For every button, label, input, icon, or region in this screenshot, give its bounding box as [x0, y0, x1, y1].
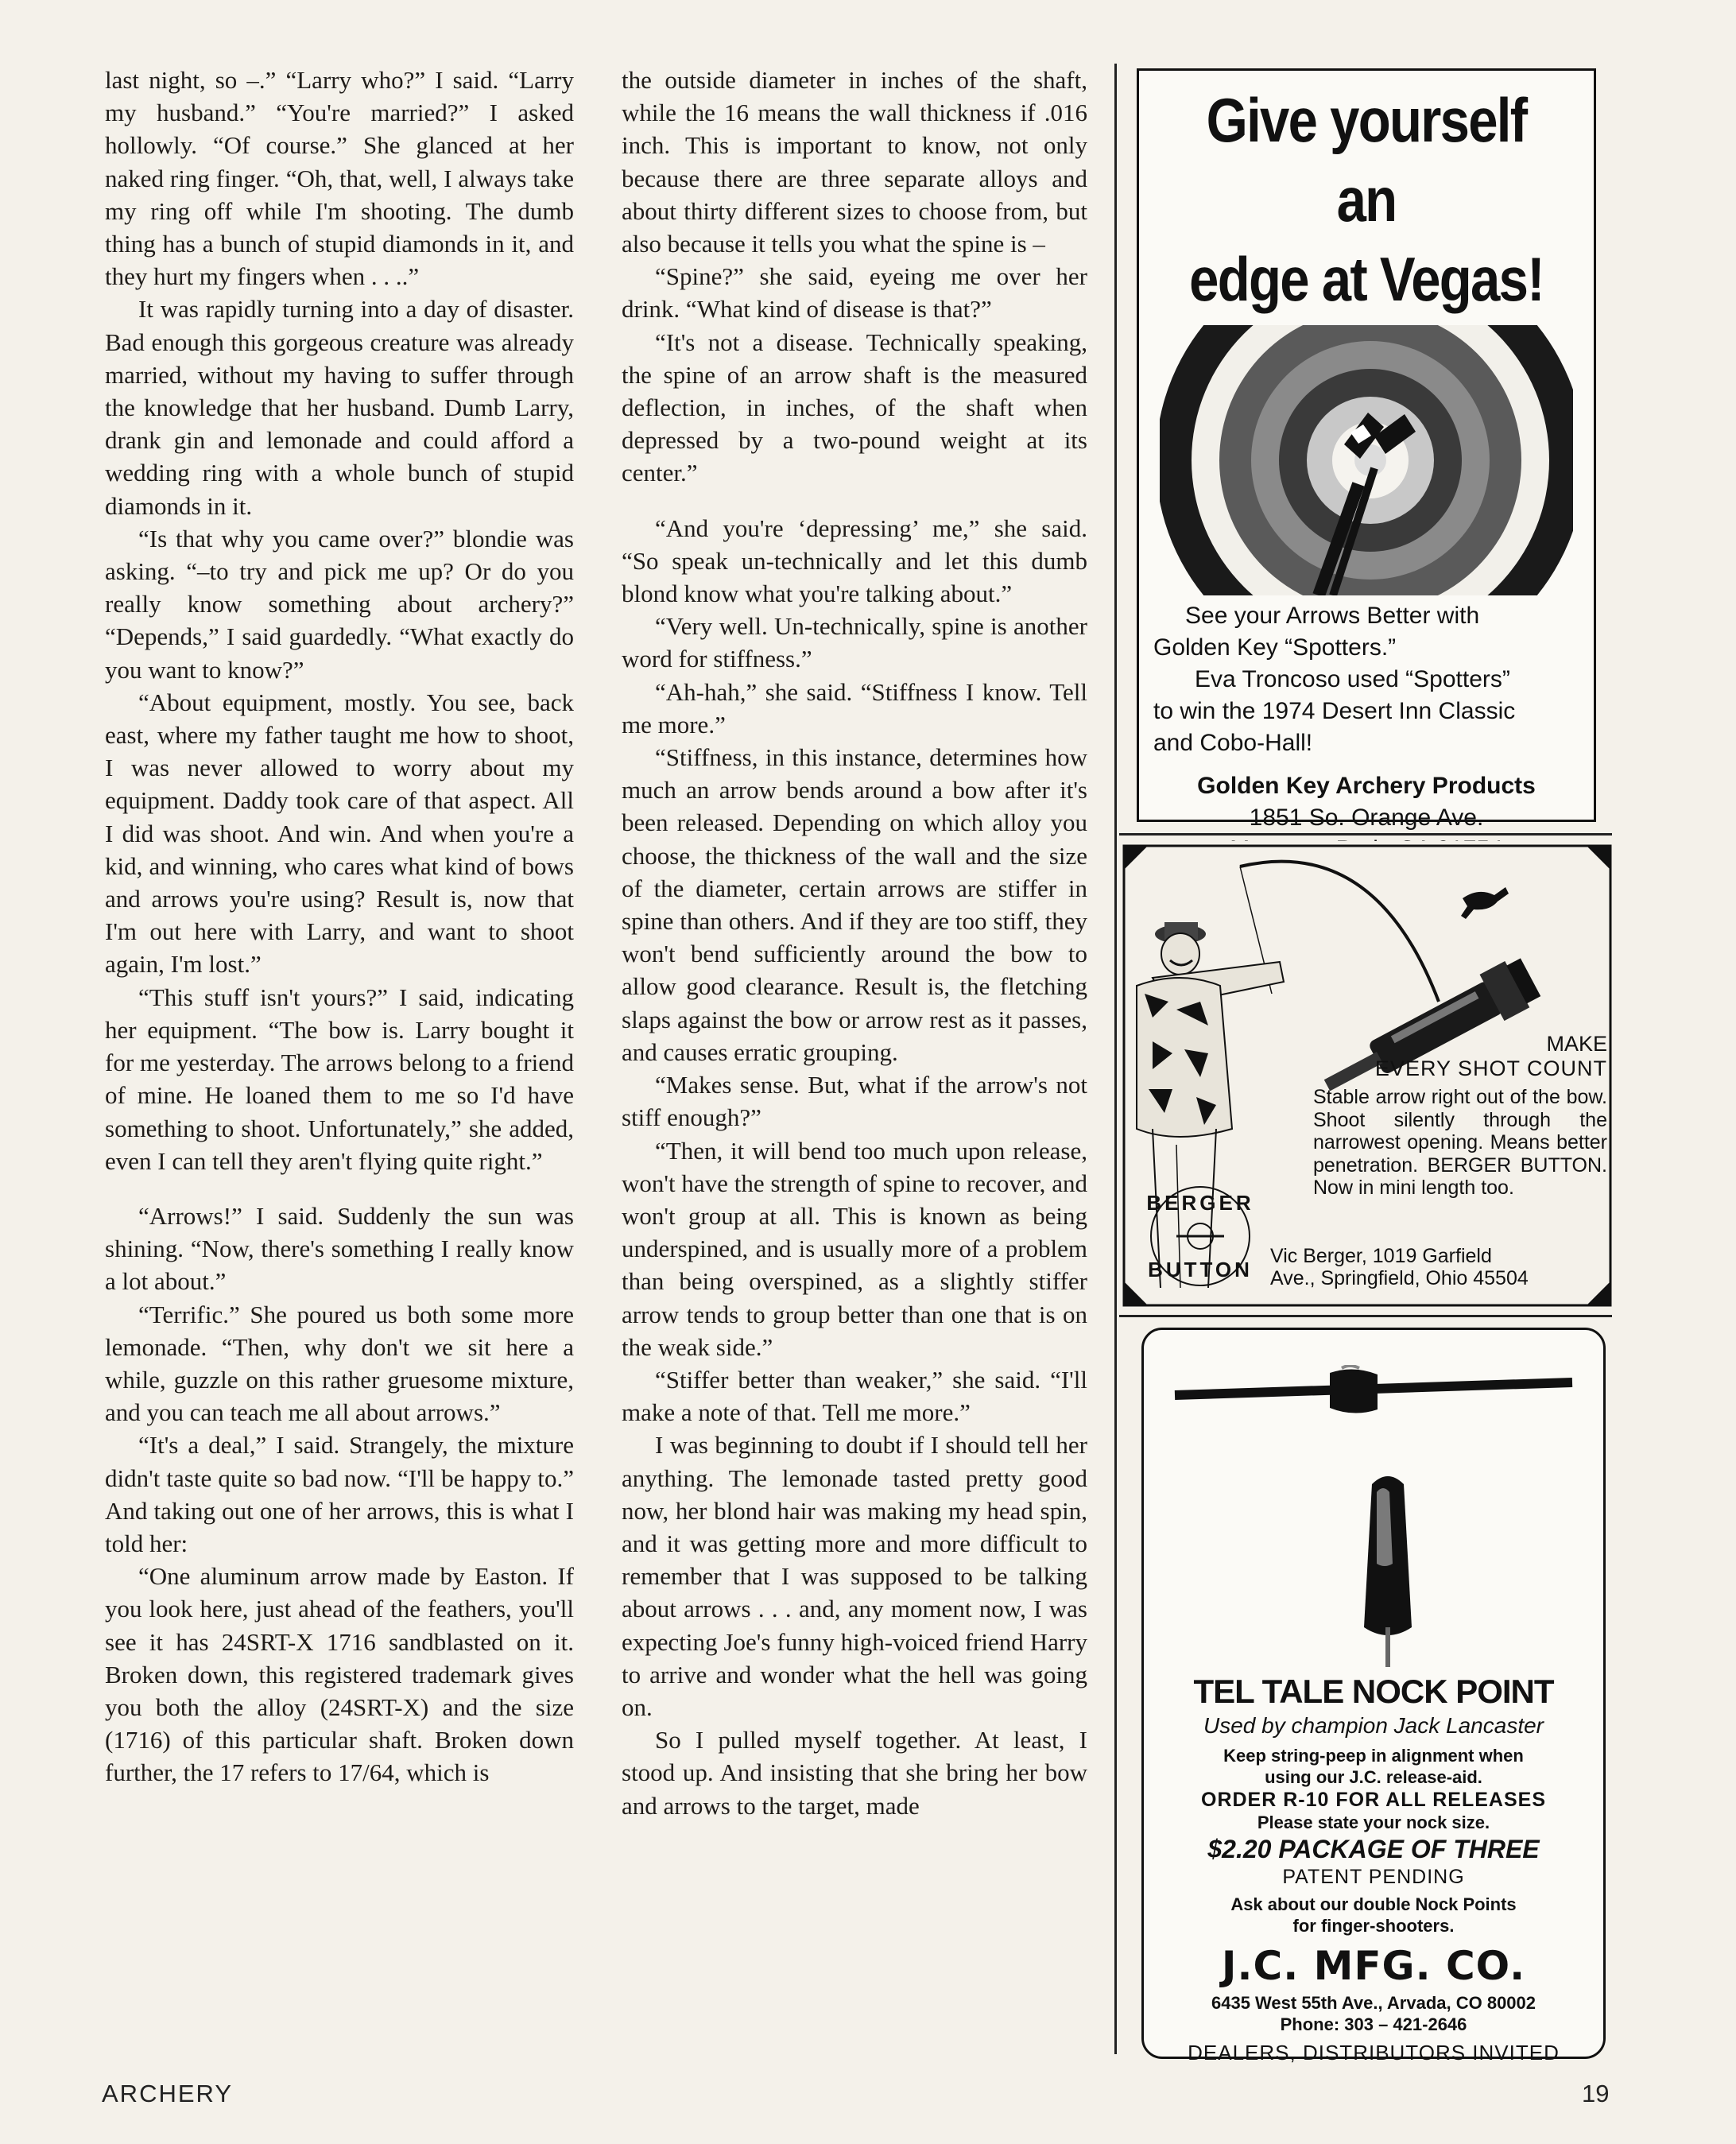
jc-mfg-ad	[1141, 1328, 1606, 2065]
paragraph: last night, so –.” “Larry who?” I said. “Larry my husband.” “You're married?” I asked hollowly. “Of course.” She glanced at her naked ring finger. “Oh, that, well, I always take my ring off while I'm shooting. The dumb thing has a bunch of stupid diamonds in it, and they hurt my fingers when . . ..”	[105, 66, 574, 291]
ad-text: Ask about our double Nock Points for finger-shooters.	[1230, 1894, 1517, 1936]
paragraph: “It's a deal,” I said. Strangely, the mixture didn't taste quite so bad now. “I'll be happy to.” And taking out one of her arrows, this is what I told her:	[105, 1431, 574, 1557]
column-divider	[1114, 64, 1117, 2054]
paragraph: So I pulled myself together. At least, I stood up. And insisting that she bring her bow and arrows to the target, made	[622, 1726, 1087, 1820]
ad-text: Keep string-peep in alignment when using our J.C. release-aid.	[1223, 1746, 1524, 1787]
paragraph: “One aluminum arrow made by Easton. If you look here, just ahead of the feathers, you'll see it has 24SRT-X 1716 sandblasted on it. Broken down, this registered trademark gives you both the alloy (24SRT-X) and the size (1716) of this particular shaft. Broken down further, the 17 refers to 17/64, which is	[105, 1562, 574, 1787]
ad-text: Please state your nock size.	[1257, 1813, 1490, 1832]
paragraph: “Arrows!” I said. Suddenly the sun was shining. “Now, there's something I really know a lot about.”	[105, 1201, 574, 1296]
ad-divider	[1119, 1315, 1612, 1317]
paragraph: It was rapidly turning into a day of disaster. Bad enough this gorgeous creature was already married, without my having to suffer through the knowledge that her husband. Dumb Larry, drank gin and lemonade and could afford a wedding ring with a whole bunch of stupid diamonds in it.	[105, 295, 574, 520]
paragraph: I was beginning to doubt if I should tell her anything. The lemonade tasted pretty good now, her blond hair was making my head spin, and it was getting more and more difficult to remember that I was supposed to be talking about arrows . . . and, any moment now, I was expecting Joe's funny high-voiced friend Harry to arrive and wonder what the hell was going on.	[622, 1431, 1087, 1721]
paragraph: “Makes sense. But, what if the arrow's not stiff enough?”	[622, 1071, 1087, 1132]
ad-address: Vic Berger, 1019 Garfield Ave., Springfield, Ohio 45504	[1270, 1245, 1529, 1289]
golden-key-ad	[1137, 68, 1596, 831]
paragraph: “And you're ‘depressing’ me,” she said. “So speak un-technically and let this dumb blond know what you're talking about.”	[622, 514, 1087, 608]
ad-address: Golden Key Archery Products 1851 So. Orange Ave.	[1197, 773, 1536, 831]
paragraph: “This stuff isn't yours?” I said, indicating her equipment. “The bow is. Larry bought it for me yesterday. The arrows belong to a friend of mine. He loaned them to me so I'd have something to shoot. Unfortunately,” she added, even I can tell they aren't flying quite right.”	[105, 983, 574, 1175]
magazine-name: ARCHERY	[102, 2080, 234, 2107]
ad-body-text: MAKE EVERY SHOT COUNT Stable arrow right out of the bow. Shoot silently through the narrowest opening. Means better penetration. BERGER BUTTON. Now in mini length too.	[1313, 1032, 1607, 1199]
ad-body-text: See your Arrows Better with Golden Key “Spotters.” Eva Troncoso used “Spotters” to win the 1974 Desert Inn Classic and Cobo-Hall!	[1153, 603, 1516, 756]
paragraph: “About equipment, mostly. You see, back east, where my father taught me how to shoot, I was never allowed to worry about my equipment. Daddy took care of that aspect. All I did was shoot. And win. And when you're a kid, and winning, who cares what kind of bows and arrows you're using? Result is, now that I'm out here with Larry, and want to shoot again, I'm lost.”	[105, 688, 574, 979]
article-column-2	[622, 64, 1087, 1822]
ad-address: 6435 West 55th Ave., Arvada, CO 80002 Phone: 303 – 421-2646	[1211, 1993, 1536, 2034]
ad-title: TEL TALE NOCK POINT	[1193, 1673, 1554, 1710]
article-column-1	[105, 64, 574, 1789]
paragraph: “Stiffness, in this instance, determines how much an arrow bends around a bow after it's been released. Depending on which alloy you choose, the thickness of the wall and the size of the diameter, certain arrows are stiffer in spine than others. And if they are too stiff, they won't bend sufficiently around the bow to allow good clearance. Result is, the fletching slaps against the bow or arrow rest as it passes, and causes erratic grouping.	[622, 743, 1087, 1066]
ad-price: $2.20 PACKAGE OF THREE	[1207, 1835, 1540, 1863]
berger-logo-bottom: BUTTON	[1148, 1258, 1253, 1281]
paragraph: the outside diameter in inches of the shaft, while the 16 means the wall thickness if .016 inch. This is important to know, not only because there are three separate alloys and about thirty different sizes to choose from, but also because it tells you what the spine is –	[622, 66, 1087, 258]
paragraph: “It's not a disease. Technically speaking, the spine of an arrow shaft is the measured deflection, in inches, of the shaft when depressed by a two-pound weight at its center.”	[622, 328, 1087, 487]
berger-button-ad	[1119, 841, 1620, 1312]
ad-dealers: DEALERS, DISTRIBUTORS INVITED	[1188, 2041, 1560, 2065]
archery-target-image	[1160, 325, 1573, 595]
paragraph: “Very well. Un-technically, spine is another word for stiffness.”	[622, 612, 1087, 673]
paragraph: “Terrific.” She poured us both some more lemonade. “Then, why don't we sit here a while, guzzle on this rather gruesome mixture, and you can teach me all about arrows.”	[105, 1300, 574, 1427]
jc-logo: J.C. MFG. CO.	[1221, 1943, 1526, 1989]
ad-divider	[1119, 833, 1612, 836]
paragraph: “Ah-hah,” she said. “Stiffness I know. Tell me more.”	[622, 677, 1087, 739]
paragraph: “Is that why you came over?” blondie was asking. “–to try and pick me up? Or do you really know something about archery?” “Depends,” I said guardedly. “What exactly do you want to know?”	[105, 524, 574, 684]
ad-order-line: ORDER R-10 FOR ALL RELEASES	[1201, 1789, 1546, 1811]
ad-patent: PATENT PENDING	[1282, 1866, 1465, 1888]
nock-point-image	[1167, 1365, 1580, 1667]
paragraph: “Stiffer better than weaker,” she said. “I'll make a note of that. Tell me more.”	[622, 1365, 1087, 1427]
berger-logo-top: BERGER	[1146, 1191, 1254, 1215]
ad-headline: Give yourself an edge at Vegas!	[1189, 85, 1544, 314]
paragraph: “Spine?” she said, eyeing me over her drink. “What kind of disease is that?”	[622, 262, 1087, 324]
paragraph: “Then, it will bend too much upon release, won't have the strength of spine to recover, and won't group at all. This is known as being underspined, and is usually more of a problem than being overspined, as a slightly stiffer arrow tends to group better than one that is on the weak side.”	[622, 1136, 1087, 1361]
ad-subtitle: Used by champion Jack Lancaster	[1203, 1713, 1544, 1738]
page-number: 19	[1582, 2080, 1610, 2107]
